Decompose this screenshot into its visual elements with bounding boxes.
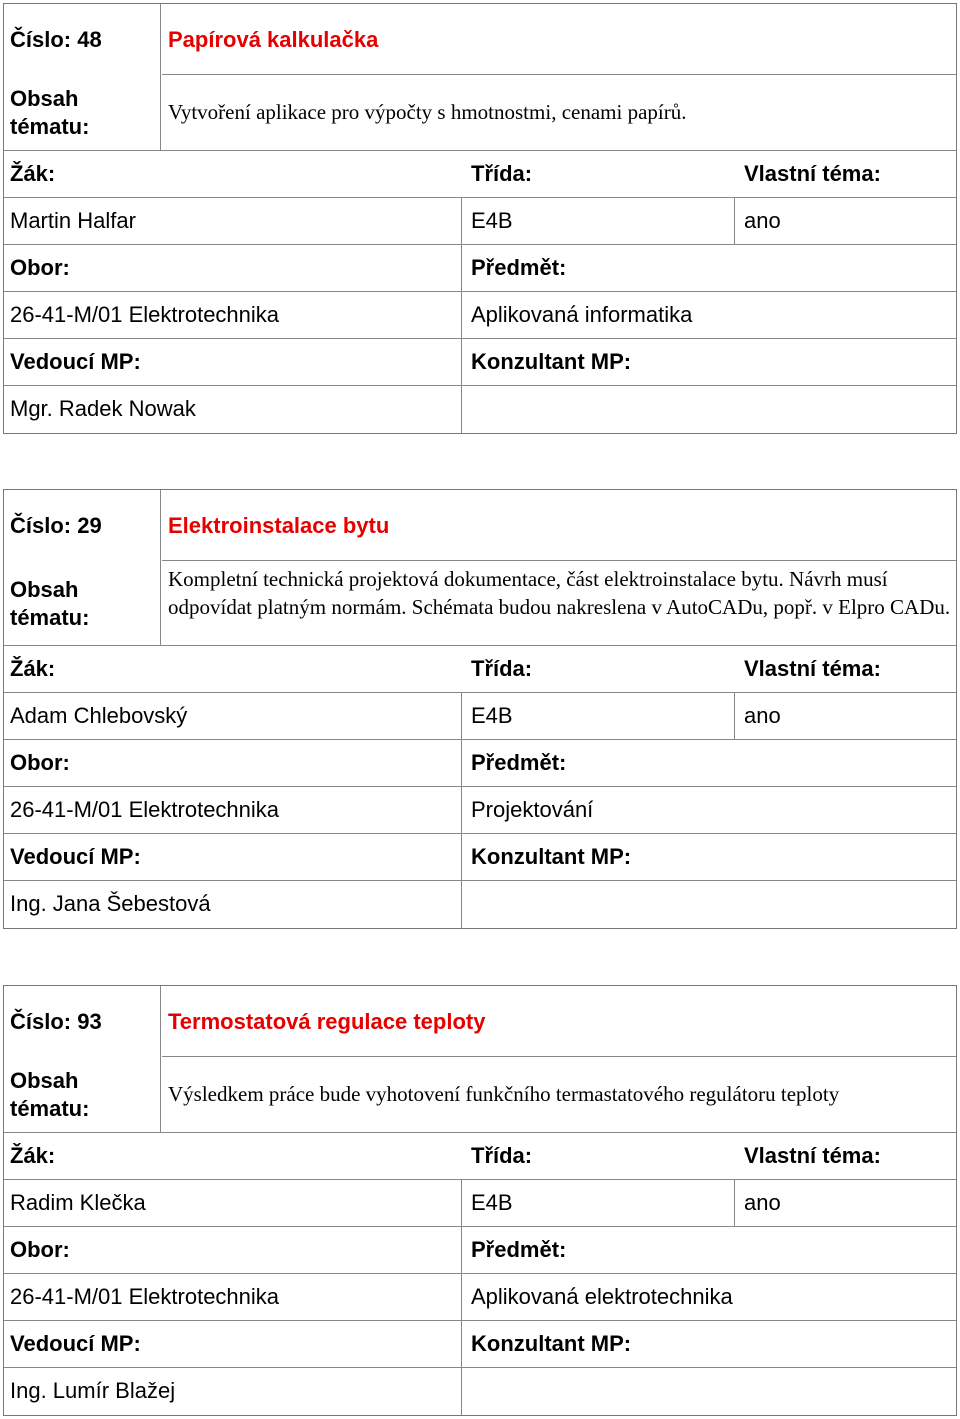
own-topic-value: ano bbox=[744, 1190, 781, 1215]
own-topic-value: ano bbox=[744, 208, 781, 233]
consultant-label: Konzultant MP: bbox=[471, 844, 632, 869]
project-title: Papírová kalkulačka bbox=[168, 27, 379, 52]
field-value: 26-41-M/01 Elektrotechnika bbox=[10, 797, 280, 822]
own-topic-label: Vlastní téma: bbox=[744, 161, 881, 186]
supervisor-name: Ing. Lumír Blažej bbox=[10, 1378, 176, 1403]
number-label: Číslo: bbox=[10, 1009, 72, 1034]
supervisor-name: Mgr. Radek Nowak bbox=[10, 396, 196, 421]
consultant-label: Konzultant MP: bbox=[471, 349, 632, 374]
subject-label: Předmět: bbox=[471, 750, 567, 775]
project-title: Termostatová regulace teploty bbox=[168, 1009, 486, 1034]
project-card-29 bbox=[3, 489, 957, 929]
supervisor-name: Ing. Jana Šebestová bbox=[10, 891, 211, 916]
project-card-93 bbox=[3, 985, 957, 1416]
supervisor-label: Vedoucí MP: bbox=[10, 1331, 141, 1356]
topic-description: Vytvoření aplikace pro výpočty s hmotnostmi, cenami papírů. bbox=[168, 100, 687, 124]
number-row bbox=[10, 1009, 102, 1035]
subject-value: Aplikovaná elektrotechnika bbox=[471, 1284, 733, 1309]
topic-description: Kompletní technická projektová dokumentace, část elektroinstalace bytu. Návrh musí odpovídat platným normám. Schémata budou nakreslena v AutoCADu, popř. v Elpro CADu. bbox=[168, 567, 951, 619]
field-label: Obor: bbox=[10, 255, 70, 280]
number-label: Číslo: bbox=[10, 513, 72, 538]
supervisor-label: Vedoucí MP: bbox=[10, 844, 141, 869]
subject-label: Předmět: bbox=[471, 255, 567, 280]
class-label: Třída: bbox=[471, 161, 533, 186]
student-name: Martin Halfar bbox=[10, 208, 136, 233]
own-topic-label: Vlastní téma: bbox=[744, 656, 881, 681]
class-label: Třída: bbox=[471, 656, 533, 681]
field-label: Obor: bbox=[10, 1237, 70, 1262]
project-number: 29 bbox=[77, 513, 102, 538]
class-value: E4B bbox=[471, 208, 513, 233]
student-label: Žák: bbox=[10, 161, 56, 186]
student-label: Žák: bbox=[10, 656, 56, 681]
own-topic-value: ano bbox=[744, 703, 781, 728]
student-name: Adam Chlebovský bbox=[10, 703, 188, 728]
topic-description: Výsledkem práce bude vyhotovení funkčního termastatového regulátoru teploty bbox=[168, 1082, 840, 1106]
supervisor-label: Vedoucí MP: bbox=[10, 349, 141, 374]
topic-content-label: Obsah tématu: bbox=[10, 86, 90, 139]
project-number: 93 bbox=[77, 1009, 102, 1034]
number-label: Číslo: bbox=[10, 27, 72, 52]
project-card-48 bbox=[3, 3, 957, 434]
field-value: 26-41-M/01 Elektrotechnika bbox=[10, 302, 280, 327]
subject-value: Projektování bbox=[471, 797, 594, 822]
project-title: Elektroinstalace bytu bbox=[168, 513, 390, 538]
number-row bbox=[10, 27, 102, 53]
class-value: E4B bbox=[471, 703, 513, 728]
topic-content-label: Obsah tématu: bbox=[10, 1068, 90, 1121]
number-row bbox=[10, 513, 102, 539]
field-value: 26-41-M/01 Elektrotechnika bbox=[10, 1284, 280, 1309]
field-label: Obor: bbox=[10, 750, 70, 775]
subject-value: Aplikovaná informatika bbox=[471, 302, 693, 327]
own-topic-label: Vlastní téma: bbox=[744, 1143, 881, 1168]
subject-label: Předmět: bbox=[471, 1237, 567, 1262]
class-value: E4B bbox=[471, 1190, 513, 1215]
consultant-label: Konzultant MP: bbox=[471, 1331, 632, 1356]
student-label: Žák: bbox=[10, 1143, 56, 1168]
project-number: 48 bbox=[77, 27, 102, 52]
topic-content-label: Obsah tématu: bbox=[10, 577, 90, 630]
class-label: Třída: bbox=[471, 1143, 533, 1168]
student-name: Radim Klečka bbox=[10, 1190, 146, 1215]
